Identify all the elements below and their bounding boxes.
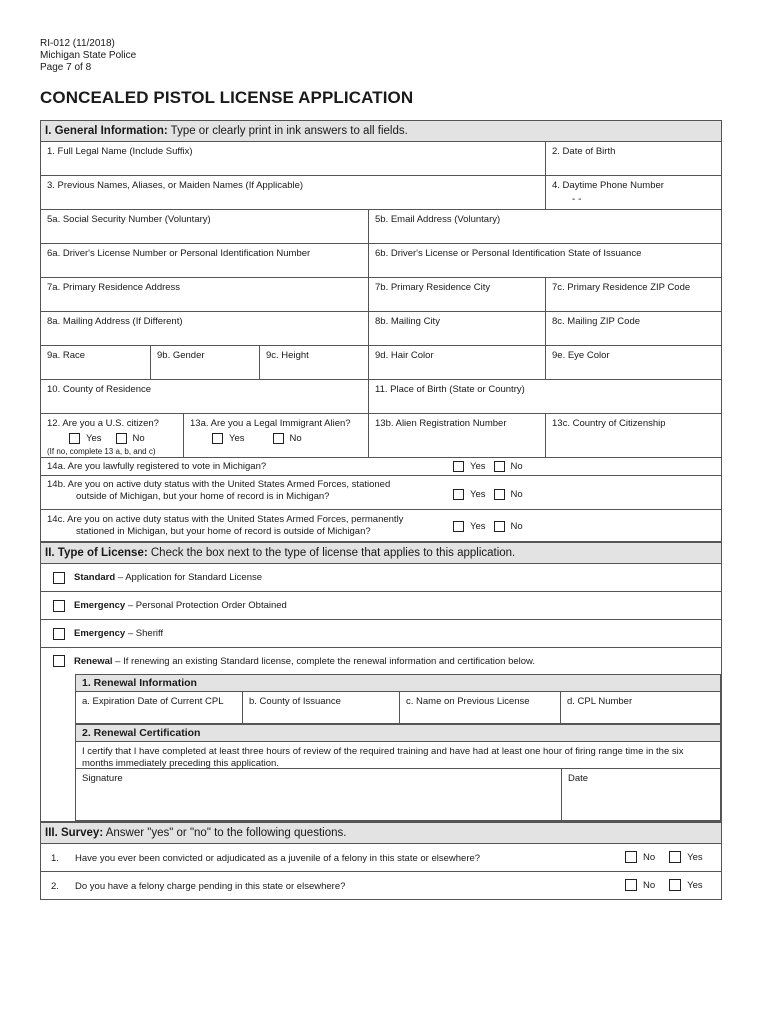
- email-field[interactable]: [369, 210, 721, 243]
- survey-2-no[interactable]: [625, 879, 655, 891]
- field-label: Signature: [82, 773, 123, 784]
- field-label: 4. Daytime Phone Number: [552, 180, 664, 191]
- section-survey: [40, 822, 722, 844]
- question-text-cont: stationed in Michigan, but your home of record is outside of Michigan?: [76, 526, 371, 537]
- question-14a: [40, 458, 722, 476]
- duty-in-no[interactable]: [494, 521, 523, 532]
- place-of-birth-field[interactable]: [369, 380, 721, 413]
- option-title: Emergency: [74, 628, 126, 639]
- checkbox-icon[interactable]: [453, 521, 464, 532]
- survey-1-yes[interactable]: [669, 851, 703, 863]
- field-label: 11. Place of Birth (State or Country): [375, 384, 525, 395]
- section-instructions: Check the box next to the type of license that applies to this application.: [147, 547, 516, 559]
- country-of-citizenship-field[interactable]: [546, 414, 721, 457]
- question-text: 14a. Are you lawfully registered to vote in Michigan?: [47, 461, 267, 472]
- section-heading: I. General Information:: [45, 125, 168, 137]
- checkbox-icon[interactable]: [453, 489, 464, 500]
- question-number: 1.: [51, 853, 59, 864]
- checkbox-icon[interactable]: [69, 433, 80, 444]
- field-label: 1. Full Legal Name (Include Suffix): [47, 146, 193, 157]
- field-label: 8b. Mailing City: [375, 316, 440, 327]
- option-label: No: [510, 461, 523, 472]
- field-label: 8a. Mailing Address (If Different): [47, 316, 183, 327]
- license-option-emergency-sheriff[interactable]: [40, 620, 722, 648]
- checkbox-icon[interactable]: [453, 461, 464, 472]
- previous-names-field[interactable]: [41, 176, 546, 209]
- license-state-field[interactable]: [369, 244, 721, 277]
- option-desc: – If renewing an existing Standard license, complete the renewal information and certification below.: [112, 655, 536, 667]
- survey-question-1: [40, 844, 722, 872]
- checkbox-icon[interactable]: [212, 433, 223, 444]
- question-14c: [40, 510, 722, 542]
- county-of-issuance-field[interactable]: [243, 692, 400, 723]
- option-label: No: [643, 851, 656, 863]
- field-label: 9c. Height: [266, 350, 309, 361]
- us-citizen-field: [41, 414, 184, 457]
- field-label: 6a. Driver's License Number or Personal Identification Number: [47, 248, 311, 259]
- mailing-address-field[interactable]: [41, 312, 369, 345]
- field-label: 7b. Primary Residence City: [375, 282, 491, 293]
- vote-yes[interactable]: [453, 461, 486, 472]
- checkbox-icon[interactable]: [494, 461, 505, 472]
- name-on-previous-license-field[interactable]: [400, 692, 561, 723]
- duty-in-yes[interactable]: [453, 521, 486, 532]
- question-text: Have you ever been convicted or adjudicated as a juvenile of a felony in this state or elsewhere?: [75, 853, 481, 864]
- application-form: [40, 120, 722, 900]
- checkbox-icon[interactable]: [116, 433, 127, 444]
- section-type-of-license: [40, 542, 722, 564]
- question-text: 14c. Are you on active duty status with the United States Armed Forces, permanently: [47, 514, 404, 525]
- checkbox-icon[interactable]: [669, 879, 681, 891]
- option-label: Yes: [86, 433, 102, 444]
- option-label: No: [132, 433, 145, 444]
- form-header: [40, 38, 136, 74]
- option-title: Standard: [74, 572, 116, 583]
- residence-address-field[interactable]: [41, 278, 369, 311]
- option-label: Yes: [470, 489, 486, 500]
- legal-immigrant-yes[interactable]: [212, 433, 245, 444]
- cpl-number-field[interactable]: [561, 692, 720, 723]
- ssn-field[interactable]: [41, 210, 369, 243]
- eye-color-field[interactable]: [546, 346, 721, 379]
- license-option-emergency-ppo[interactable]: [40, 592, 722, 620]
- field-label: 9e. Eye Color: [552, 350, 610, 361]
- checkbox-icon[interactable]: [669, 851, 681, 863]
- phone-separators: - -: [572, 194, 582, 205]
- option-label: No: [510, 521, 523, 532]
- date-field[interactable]: [562, 769, 720, 820]
- field-label: b. County of Issuance: [249, 696, 341, 707]
- legal-immigrant-no[interactable]: [273, 433, 302, 444]
- date-of-birth-field[interactable]: [546, 142, 721, 175]
- option-desc: – Application for Standard License: [115, 572, 263, 583]
- mailing-zip-field[interactable]: [546, 312, 721, 345]
- residence-zip-field[interactable]: [546, 278, 721, 311]
- renewal-certification-heading: 2. Renewal Certification: [75, 724, 721, 742]
- field-label: 2. Date of Birth: [552, 146, 616, 157]
- field-label: 5a. Social Security Number (Voluntary): [47, 214, 211, 225]
- survey-2-yes[interactable]: [669, 879, 703, 891]
- agency-name: Michigan State Police: [40, 50, 137, 61]
- field-label: 13b. Alien Registration Number: [375, 418, 507, 429]
- section-general-information: [40, 120, 722, 142]
- question-text: 14b. Are you on active duty status with the United States Armed Forces, stationed: [47, 479, 391, 490]
- checkbox-icon[interactable]: [625, 851, 637, 863]
- signature-field[interactable]: [76, 769, 562, 820]
- question-text-cont: outside of Michigan, but your home of record is in Michigan?: [76, 491, 330, 502]
- field-label: a. Expiration Date of Current CPL: [82, 696, 224, 707]
- question-number: 2.: [51, 881, 59, 892]
- county-of-residence-field[interactable]: [41, 380, 369, 413]
- checkbox-icon[interactable]: [625, 879, 637, 891]
- option-label: Yes: [470, 461, 486, 472]
- field-label: 9b. Gender: [157, 350, 205, 361]
- option-label: Yes: [687, 879, 703, 891]
- option-desc: – Personal Protection Order Obtained: [125, 600, 287, 611]
- us-citizen-yes[interactable]: [69, 433, 102, 444]
- renewal-block: [40, 648, 722, 822]
- citizen-note: (If no, complete 13 a, b, and c): [47, 447, 156, 456]
- option-desc: – Sheriff: [125, 628, 164, 639]
- alien-registration-field[interactable]: [369, 414, 546, 457]
- height-field[interactable]: [260, 346, 369, 379]
- checkbox-icon[interactable]: [53, 655, 65, 667]
- field-label: 7c. Primary Residence ZIP Code: [552, 282, 691, 293]
- field-label: 8c. Mailing ZIP Code: [552, 316, 641, 327]
- checkbox-icon[interactable]: [53, 572, 65, 584]
- field-label: 12. Are you a U.S. citizen?: [47, 418, 159, 429]
- section-instructions: Type or clearly print in ink answers to all fields.: [167, 125, 408, 137]
- hair-color-field[interactable]: [369, 346, 546, 379]
- duty-out-yes[interactable]: [453, 489, 486, 500]
- question-text: Do you have a felony charge pending in this state or elsewhere?: [75, 881, 346, 892]
- full-legal-name-field[interactable]: [41, 142, 546, 175]
- option-label: Yes: [229, 433, 245, 444]
- field-label: 9a. Race: [47, 350, 86, 361]
- survey-1-no[interactable]: [625, 851, 655, 863]
- field-label: 9d. Hair Color: [375, 350, 434, 361]
- checkbox-icon[interactable]: [53, 628, 65, 640]
- cpl-expiration-field[interactable]: [76, 692, 243, 723]
- license-option-renewal[interactable]: [53, 648, 721, 674]
- certification-statement: I certify that I have completed at least three hours of review of the required training and have had at least one hour of firing range time in the six months immediately preceding this application.: [75, 742, 721, 769]
- question-14b: [40, 476, 722, 510]
- race-field[interactable]: [41, 346, 151, 379]
- option-title: Emergency: [74, 600, 126, 611]
- field-label: 10. County of Residence: [47, 384, 152, 395]
- field-label: 3. Previous Names, Aliases, or Maiden Names (If Applicable): [47, 180, 304, 191]
- field-label: 7a. Primary Residence Address: [47, 282, 181, 293]
- vote-no[interactable]: [494, 461, 523, 472]
- field-label: d. CPL Number: [567, 696, 633, 707]
- field-label: Date: [568, 773, 589, 784]
- renewal-information-heading: 1. Renewal Information: [75, 674, 721, 692]
- license-option-standard[interactable]: [40, 564, 722, 592]
- field-label: 13a. Are you a Legal Immigrant Alien?: [190, 418, 351, 429]
- section-instructions: Answer "yes" or "no" to the following questions.: [103, 827, 347, 839]
- checkbox-icon[interactable]: [53, 600, 65, 612]
- option-label: No: [289, 433, 302, 444]
- field-label: 13c. Country of Citizenship: [552, 418, 666, 429]
- drivers-license-number-field[interactable]: [41, 244, 369, 277]
- mailing-city-field[interactable]: [369, 312, 546, 345]
- page-number: Page 7 of 8: [40, 62, 92, 73]
- field-label: 6b. Driver's License or Personal Identification State of Issuance: [375, 248, 642, 259]
- checkbox-icon[interactable]: [494, 489, 505, 500]
- form-id: RI-012 (11/2018): [40, 38, 115, 49]
- page-title: CONCEALED PISTOL LICENSE APPLICATION: [40, 88, 414, 107]
- field-label: c. Name on Previous License: [406, 696, 530, 707]
- field-label: 5b. Email Address (Voluntary): [375, 214, 501, 225]
- option-label: Yes: [687, 851, 703, 863]
- us-citizen-no[interactable]: [116, 433, 145, 444]
- checkbox-icon[interactable]: [494, 521, 505, 532]
- residence-city-field[interactable]: [369, 278, 546, 311]
- daytime-phone-field[interactable]: [546, 176, 721, 209]
- option-label: No: [643, 879, 656, 891]
- section-heading: II. Type of License:: [45, 547, 148, 559]
- survey-question-2: [40, 872, 722, 900]
- option-label: No: [510, 489, 523, 500]
- legal-immigrant-field: [184, 414, 369, 457]
- option-label: Yes: [470, 521, 486, 532]
- option-title: Renewal: [74, 655, 113, 667]
- section-heading: III. Survey:: [45, 827, 104, 839]
- checkbox-icon[interactable]: [273, 433, 284, 444]
- gender-field[interactable]: [151, 346, 260, 379]
- duty-out-no[interactable]: [494, 489, 523, 500]
